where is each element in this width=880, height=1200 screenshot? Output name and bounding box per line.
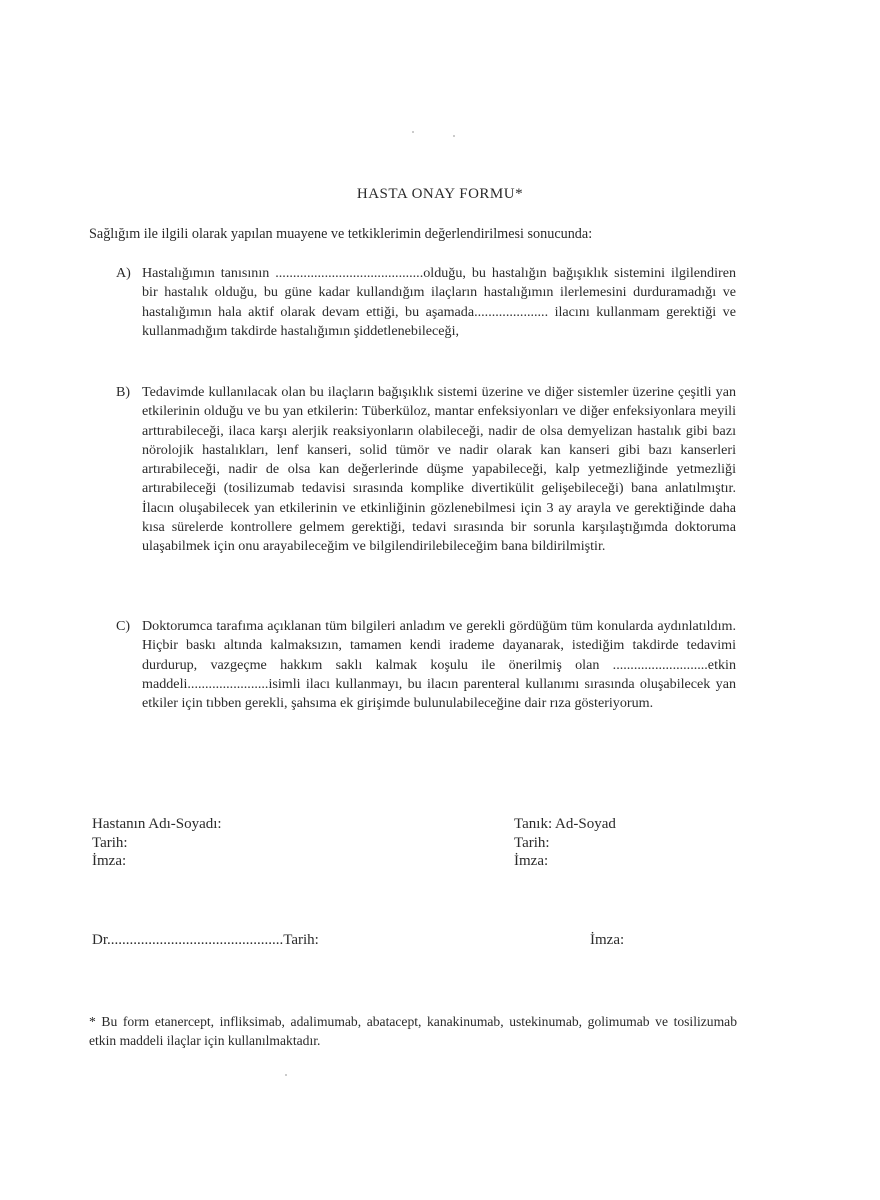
patient-name-label: Hastanın Adı-Soyadı: — [92, 816, 222, 832]
patient-signature-block — [92, 815, 352, 871]
scan-speck — [412, 131, 414, 133]
intro-paragraph: Sağlığım ile ilgili olarak yapılan muayene ve tetkiklerimin değerlendirilmesi sonucunda: — [89, 226, 593, 242]
witness-name-label: Tanık: Ad-Soyad — [514, 816, 616, 832]
witness-signature-label: İmza: — [514, 853, 549, 869]
footnote: * Bu form etanercept, infliksimab, adalimumab, abatacept, kanakinumab, ustekinumab, golimumab ve tosilizumab etkin maddeli ilaçlar için kullanılmaktadır. — [89, 1014, 737, 1048]
scan-speck — [453, 135, 455, 137]
clause-b — [116, 383, 736, 557]
clause-text: Doktorumca tarafıma açıklanan tüm bilgileri anladım ve gerekli gördüğüm tüm konularda aydınlatıldım. Hiçbir baskı altında kalmaksızın, tamamen kendi irademe dayanarak, istediğim takdirde tedavimi durdurup, vazgeçme hakkım saklı kalmak koşulu ile önerilmiş olan ...........................etkin maddeli.......................isimli ilacı kullanmayı, bu ilacın parenteral kullanımı sırasında oluşabilecek yan etkiler için tıbben gerekli, şahsıma ek girişimde bulunulabileceğine dair rıza gösteriyorum. — [142, 618, 736, 712]
patient-signature-label: İmza: — [92, 853, 127, 869]
clause-c — [116, 617, 736, 713]
clause-letter: B) — [116, 384, 131, 400]
clause-letter: C) — [116, 618, 131, 634]
clause-letter: A) — [116, 265, 131, 281]
doctor-signature-label: İmza: — [590, 932, 625, 948]
patient-date-label: Tarih: — [92, 834, 128, 851]
scan-speck — [285, 1074, 287, 1076]
doctor-name-date-line: Dr...............................................Tarih: — [92, 932, 319, 948]
form-title: HASTA ONAY FORMU* — [356, 186, 524, 202]
clause-text: Tedavimde kullanılacak olan bu ilaçların bağışıklık sistemi üzerine ve diğer sistemler üzerine çeşitli yan etkilerinin olduğu ve bu yan etkilerin: Tüberküloz, mantar enfeksiyonları ve diğer enfeksiyonlara meyili arttırabileceği, ilaca karşı alerjik reaksiyonların olabileceği, nadir de olsa demyelizan hastalık gibi bazı nörolojik hastalıkları, lenf kanseri, solid tümör ve nadir olarak kan kanseri gibi bazı kanserleri artırabileceği, nadir de olsa kan değerlerinde düşme yapabileceği, kalp yetmezliğinde yetmezliği artırabileceği (tosilizumab tedavisi sırasında komplike divertikülit gelişebileceği) bana anlatılmıştır. İlacın oluşabilecek yan etkilerinin ve etkinliğinin gözlenebilmesi için 3 ay arayla ve gerektiğinde daha kısa sürelerde kontrollere gelmem gerektiği, tedavi sırasında bir sorunla karşılaştığımda doktoruma ulaşabilmek için onu arayabileceğim ve bilgilendirilebileceğim bana bildirilmiştir. — [142, 384, 736, 555]
witness-signature-block — [514, 815, 734, 871]
clause-text: Hastalığımın tanısının ..........................................olduğu, bu hastalığın bağışıklık sistemini ilgilendiren bir hastalık olduğu, bu güne kadar kullandığım ilaçların hastalığımın ilerlemesini durduramadığı ve hastalığımın hala aktif olarak devam ettiği, bu aşamada..................... ilacını kullanmam gerektiği ve kullanmadığım takdirde hastalığımın şiddetlenebileceği, — [142, 265, 736, 339]
clause-a — [116, 264, 736, 341]
witness-date-label: Tarih: — [514, 834, 550, 851]
